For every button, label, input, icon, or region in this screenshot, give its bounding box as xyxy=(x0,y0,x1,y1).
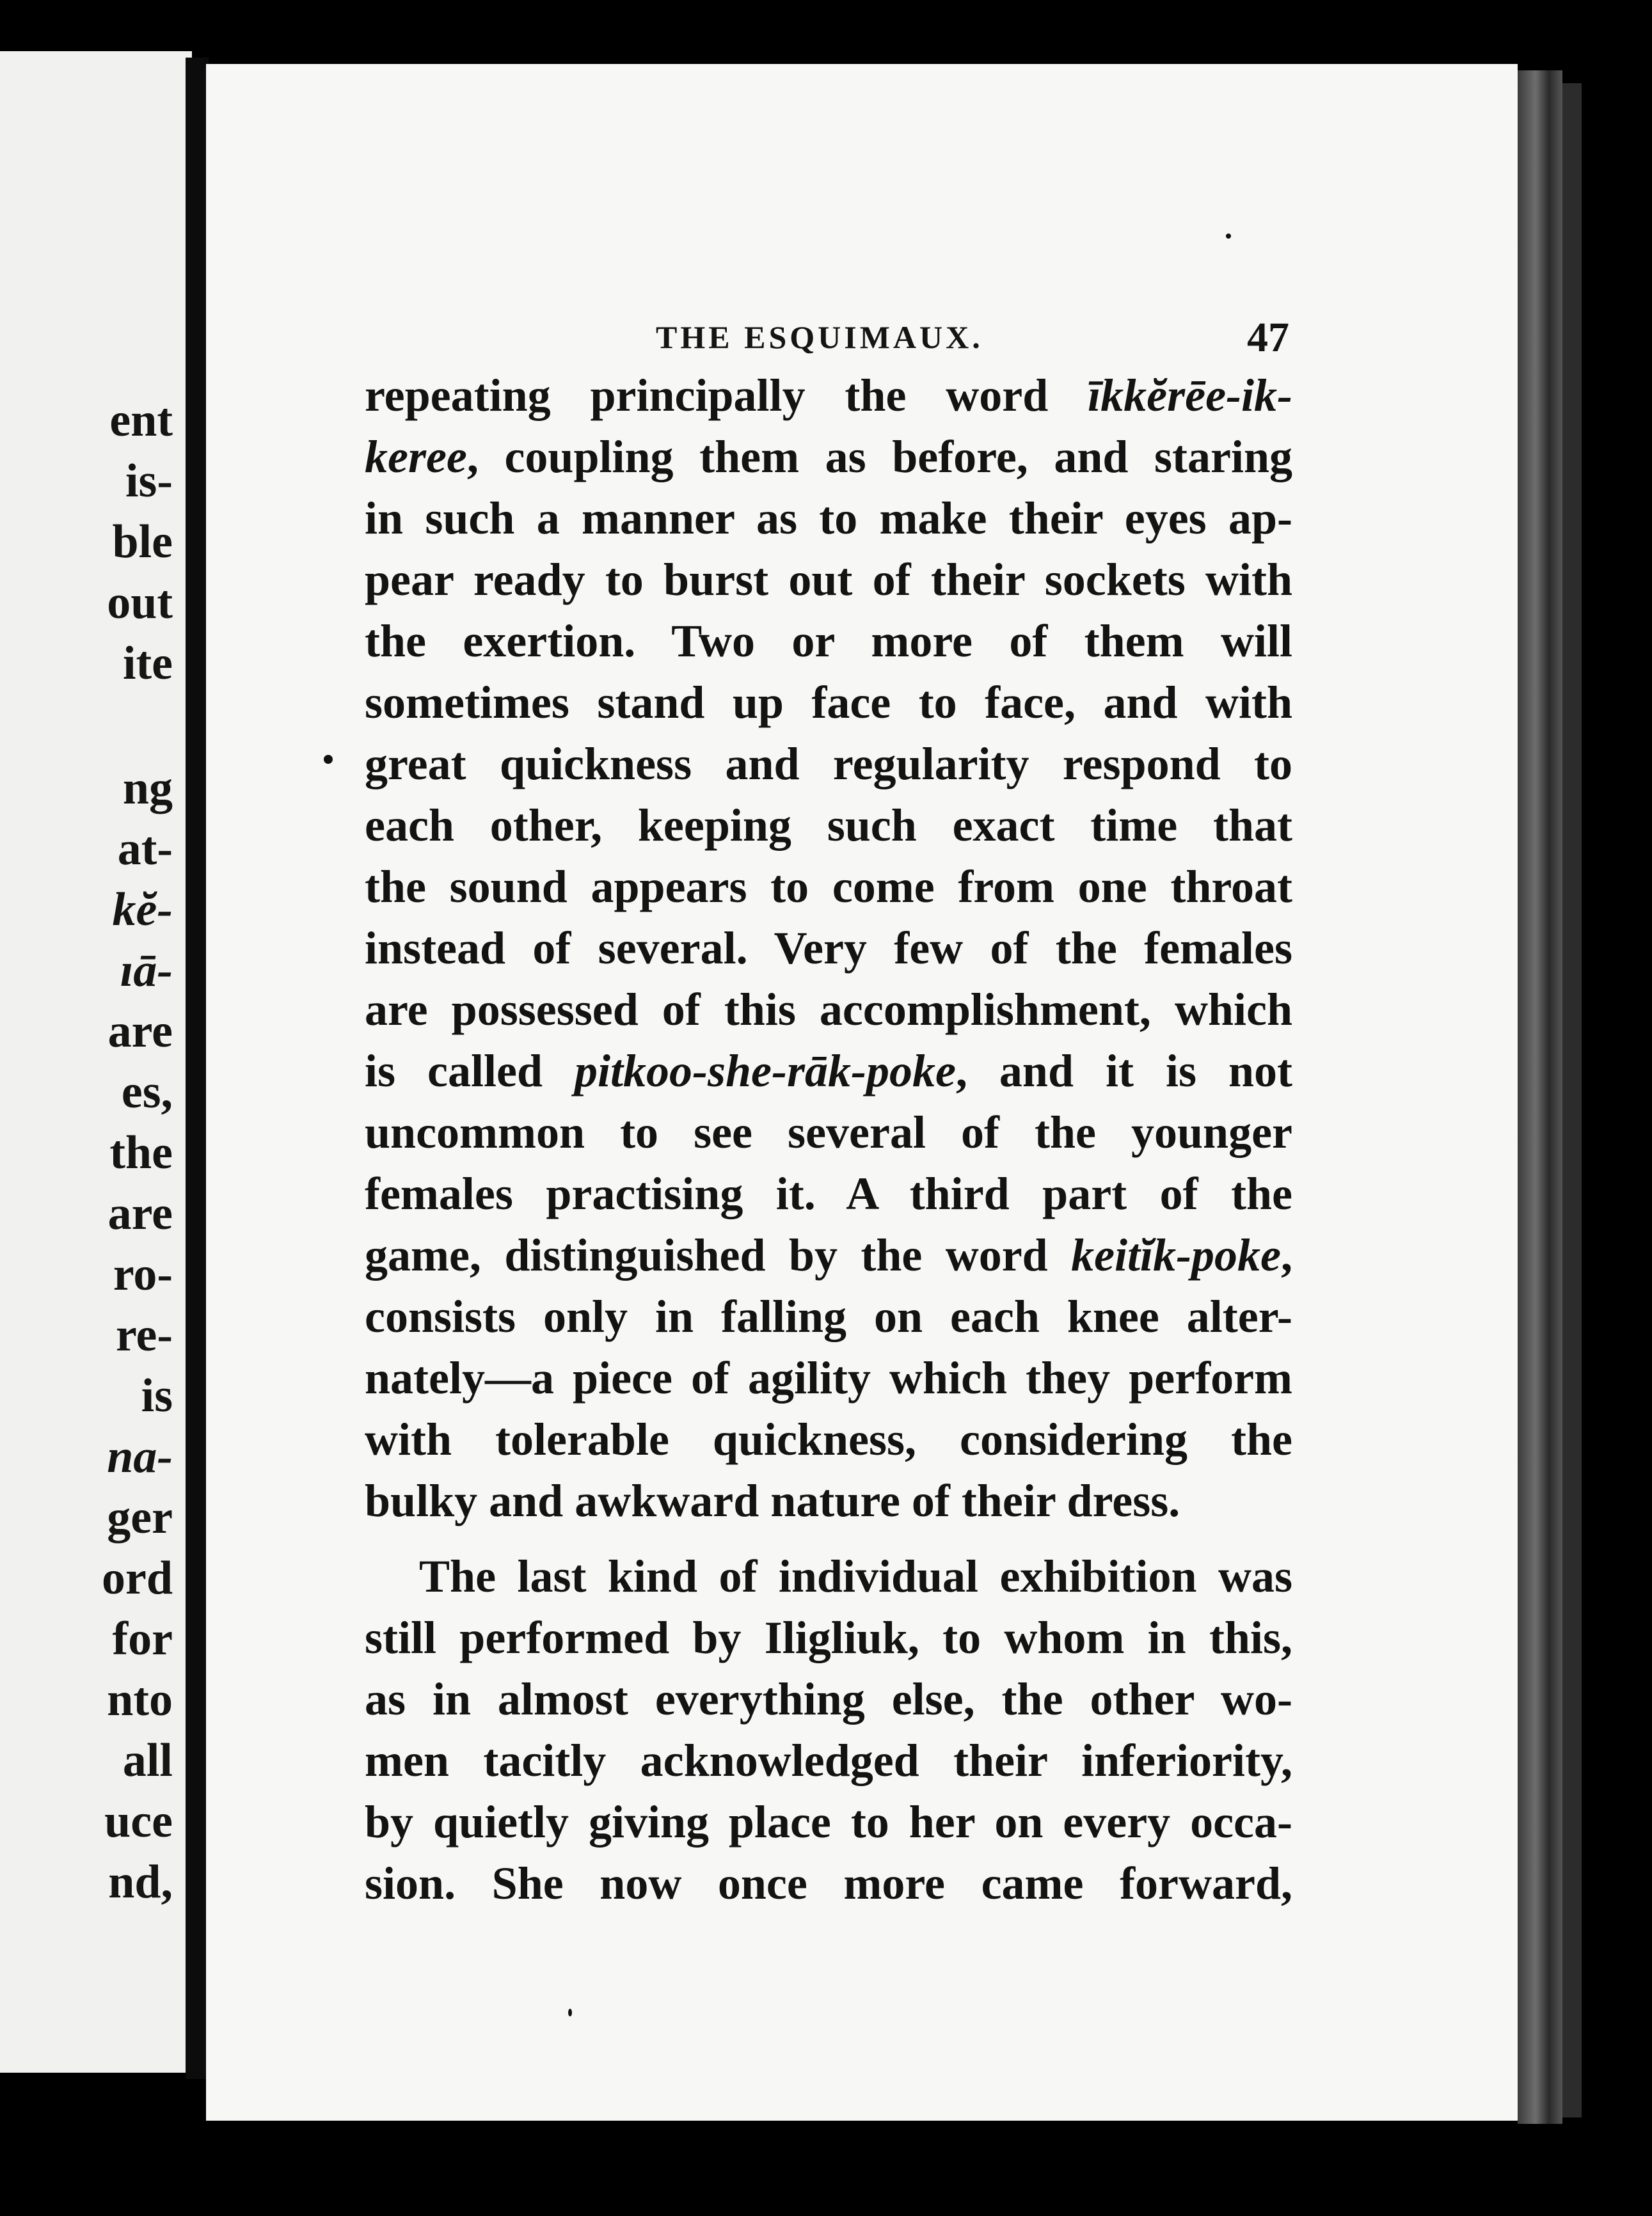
facing-page-fragment: re- xyxy=(116,1309,173,1361)
text-run: instead of several. Very few of the females xyxy=(365,922,1292,974)
facing-page-fragment: are xyxy=(107,1187,173,1240)
text-run: with tolerable quickness, considering the xyxy=(365,1414,1292,1465)
text-line xyxy=(365,1470,1292,1531)
facing-page-fragment: is- xyxy=(125,455,173,507)
facing-page-fragment: ite xyxy=(122,637,173,690)
text-run: is called xyxy=(365,1045,575,1096)
text-line xyxy=(365,1224,1292,1286)
text-run: consists only in falling on each knee alter- xyxy=(365,1291,1292,1342)
text-line xyxy=(365,549,1292,610)
italic-term: keree xyxy=(365,431,467,482)
text-run: females practising it. A third part of the xyxy=(365,1168,1292,1219)
text-run: great quickness and regularity respond to xyxy=(365,738,1292,789)
facing-page-fragment: out xyxy=(107,576,173,629)
text-line xyxy=(365,1102,1292,1163)
paragraph xyxy=(365,1546,1292,1914)
book-cover-edge xyxy=(1562,83,1582,2117)
facing-page-fragment: ord xyxy=(102,1552,173,1604)
text-line xyxy=(365,979,1292,1040)
text-line xyxy=(365,1040,1292,1102)
running-head xyxy=(445,314,1289,370)
text-line xyxy=(365,917,1292,979)
text-run: The last kind of individual exhibition was xyxy=(419,1551,1292,1602)
facing-page-fragment: ger xyxy=(107,1491,173,1544)
facing-page-fragment: nto xyxy=(107,1674,173,1726)
italic-term: pitkoo-she-rāk-poke xyxy=(574,1045,956,1096)
italic-term: keitĭk-poke xyxy=(1071,1230,1281,1281)
text-line xyxy=(365,856,1292,917)
text-line xyxy=(365,733,1292,795)
paragraph-gap xyxy=(365,1531,1292,1546)
running-head-title: THE ESQUIMAUX. xyxy=(656,319,983,355)
text-run: the sound appears to come from one throat xyxy=(365,861,1292,912)
text-line xyxy=(365,1546,1292,1607)
text-run: by quietly giving place to her on every occa- xyxy=(365,1796,1292,1848)
ink-speck xyxy=(1226,233,1231,239)
facing-page-fragment: ng xyxy=(122,762,173,814)
text-run: bulky and awkward nature of their dress. xyxy=(365,1475,1180,1526)
text-line xyxy=(365,1409,1292,1470)
text-run: sometimes stand up face to face, and with xyxy=(365,677,1292,728)
text-line xyxy=(365,1730,1292,1791)
text-line xyxy=(365,1286,1292,1347)
text-line xyxy=(365,365,1292,426)
facing-page-fragment: ro- xyxy=(113,1248,173,1301)
facing-page-fragment: uce xyxy=(104,1795,173,1848)
page-block-edge xyxy=(1518,70,1562,2124)
text-run: sion. She now once more came forward, xyxy=(365,1858,1292,1909)
text-run: pear ready to burst out of their sockets with xyxy=(365,554,1292,605)
text-run: , xyxy=(1281,1230,1292,1281)
paragraph xyxy=(365,365,1292,1531)
facing-page-fragment: for xyxy=(112,1613,173,1665)
text-run: as in almost everything else, the other wo- xyxy=(365,1674,1292,1725)
text-run: nately—a piece of agility which they perform xyxy=(365,1352,1292,1404)
facing-page-fragment: the xyxy=(109,1127,173,1179)
text-run: in such a manner as to make their eyes ap- xyxy=(365,493,1292,544)
text-line xyxy=(365,795,1292,856)
text-run: are possessed of this accomplishment, which xyxy=(365,984,1292,1035)
text-line xyxy=(365,1607,1292,1668)
facing-page-fragment: at- xyxy=(117,823,173,875)
text-line xyxy=(365,1347,1292,1409)
ink-speck xyxy=(324,755,333,764)
text-run: men tacitly acknowledged their inferiority, xyxy=(365,1735,1292,1786)
facing-page-fragment: ble xyxy=(112,516,173,568)
text-line xyxy=(365,487,1292,549)
ink-speck xyxy=(568,2009,572,2016)
facing-page-fragment: kĕ- xyxy=(112,883,173,936)
text-line xyxy=(365,1791,1292,1853)
facing-page-fragment: are xyxy=(107,1005,173,1057)
facing-page xyxy=(0,51,192,2073)
text-line xyxy=(365,1163,1292,1224)
text-line xyxy=(365,426,1292,487)
text-run: uncommon to see several of the younger xyxy=(365,1107,1292,1158)
text-line xyxy=(365,610,1292,672)
text-run: repeating principally the word xyxy=(365,370,1088,421)
text-run: each other, keeping such exact time that xyxy=(365,800,1292,851)
facing-page-fragment: na- xyxy=(107,1430,173,1483)
facing-page-fragment: nd, xyxy=(108,1856,173,1908)
text-line xyxy=(365,672,1292,733)
italic-term: īkkĕrēe-ik- xyxy=(1088,370,1292,421)
facing-page-fragment: ent xyxy=(109,394,173,447)
facing-page-fragment: es, xyxy=(121,1066,173,1118)
text-run: , and it is not xyxy=(955,1045,1292,1096)
facing-page-fragment: is xyxy=(141,1370,173,1422)
facing-page-fragment: all xyxy=(122,1734,173,1787)
text-line xyxy=(365,1668,1292,1730)
text-line xyxy=(365,1853,1292,1914)
facing-page-fragment: ıā- xyxy=(120,944,173,997)
body-text xyxy=(365,365,1292,1914)
text-run: game, distinguished by the word xyxy=(365,1230,1072,1281)
text-run: still performed by Iligliuk, to whom in this, xyxy=(365,1612,1292,1663)
page-number: 47 xyxy=(1247,314,1289,361)
book-gutter xyxy=(186,58,209,2079)
text-run: the exertion. Two or more of them will xyxy=(365,615,1292,667)
text-run: , coupling them as before, and staring xyxy=(466,431,1292,482)
